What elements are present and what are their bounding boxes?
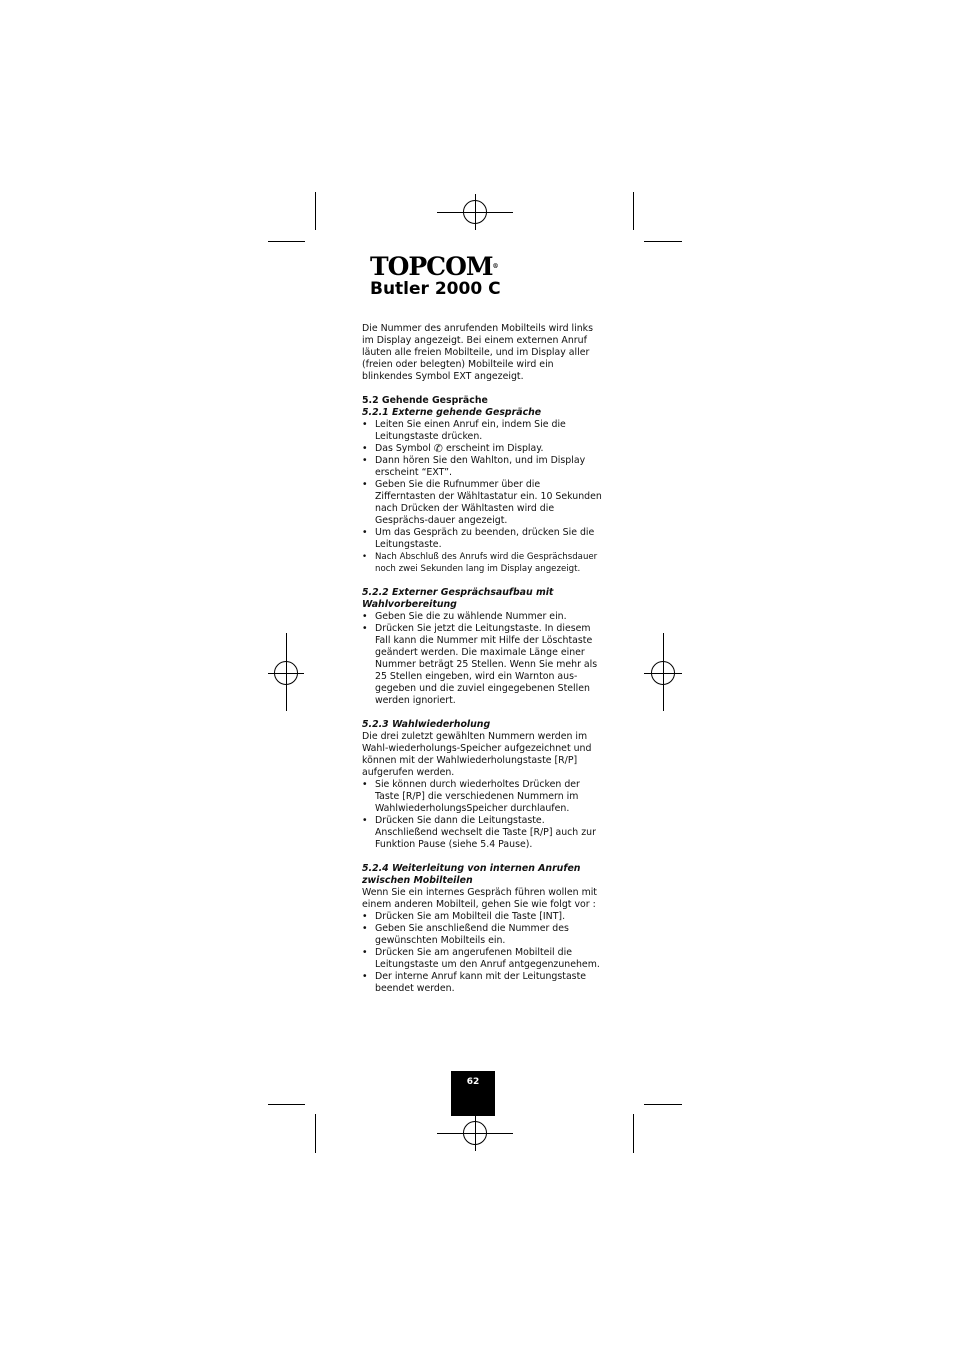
paragraph-5-2-3: Die drei zuletzt gewählten Nummern werden im Wahl-wiederholungs-Speicher aufgezeichnet und können mit der Wahlwiederholungstaste [R/P] aufgerufen werden. [362, 731, 592, 778]
list-item: • Geben Sie die zu wählende Nummer ein. [362, 611, 602, 623]
list-item: • Leiten Sie einen Anruf ein, indem Sie die Leitungstaste drücken. [362, 419, 602, 443]
subsection-heading-5-2-2: 5.2.2 Externer Gesprächsaufbau mit Wahlvorbereitung [362, 587, 554, 610]
list-item: • Das Symbol ✆ erscheint im Display. [362, 443, 602, 455]
list-item: • Dann hören Sie den Wahlton, und im Display erscheint “EXT”. [362, 455, 602, 479]
subsection-heading-5-2-1: 5.2.1 Externe gehende Gespräche [362, 407, 542, 418]
brand-logo: TOPCOM® [370, 252, 499, 281]
list-item: • Nach Abschluß des Anrufs wird die Gesprächsdauer noch zwei Sekunden lang im Display angezeigt. [362, 551, 602, 575]
subsection-heading-5-2-4: 5.2.4 Weiterleitung von internen Anrufen zwischen Mobilteilen [362, 863, 581, 886]
bullet-list-5-2-3 [362, 779, 602, 851]
intro-paragraph: Die Nummer des anrufenden Mobilteils wird links im Display angezeigt. Bei einem externen Anruf läuten alle freien Mobilteile, und im Display aller (freien oder belegten) Mobilteile wird ein blinkendes Symbol EXT angezeigt. [362, 323, 593, 382]
list-item: • Drücken Sie am Mobilteil die Taste [INT]. [362, 911, 602, 923]
list-item: • Der interne Anruf kann mit der Leitungstaste beendet werden. [362, 971, 602, 995]
list-item: • Drücken Sie am angerufenen Mobilteil die Leitungstaste um den Anruf antgegenzunehem. [362, 947, 602, 971]
page-number: 62 [451, 1071, 495, 1116]
bullet-list-5-2-2 [362, 611, 602, 707]
list-item: • Sie können durch wiederholtes Drücken der Taste [R/P] die verschiedenen Nummern im WahlwiederholungsSpeicher durchlaufen. [362, 779, 602, 815]
list-item: • Geben Sie die Rufnummer über die Zifferntasten der Wähltastatur ein. 10 Sekunden nach Drücken der Wähltasten wird die Gesprächs-dauer angezeigt. [362, 479, 602, 527]
bullet-list-5-2-4 [362, 911, 602, 995]
list-item: • Drücken Sie dann die Leitungstaste. Anschließend wechselt die Taste [R/P] auch zur Funktion Pause (siehe 5.4 Pause). [362, 815, 602, 851]
section-heading-5-2: 5.2 Gehende Gespräche [362, 395, 488, 406]
phone-handset-icon: ✆ [433, 442, 443, 455]
list-item: • Drücken Sie jetzt die Leitungstaste. In diesem Fall kann die Nummer mit Hilfe der Löschtaste geändert werden. Die maximale Länge einer Nummer beträgt 25 Stellen. Wenn Sie mehr als 25 Stellen eingeben, wird ein Warnton aus-gegeben und die zuviel eingegebenen Stellen werden ignoriert. [362, 623, 602, 707]
subsection-heading-5-2-3: 5.2.3 Wahlwiederholung [362, 719, 491, 730]
bullet-list-5-2-1 [362, 419, 602, 575]
model-title: Butler 2000 C [370, 279, 501, 299]
page-content [362, 323, 602, 995]
list-item: • Geben Sie anschließend die Nummer des gewünschten Mobilteils ein. [362, 923, 602, 947]
list-item: • Um das Gespräch zu beenden, drücken Sie die Leitungstaste. [362, 527, 602, 551]
paragraph-5-2-4: Wenn Sie ein internes Gespräch führen wollen mit einem anderen Mobilteil, gehen Sie wie folgt vor : [362, 887, 597, 910]
